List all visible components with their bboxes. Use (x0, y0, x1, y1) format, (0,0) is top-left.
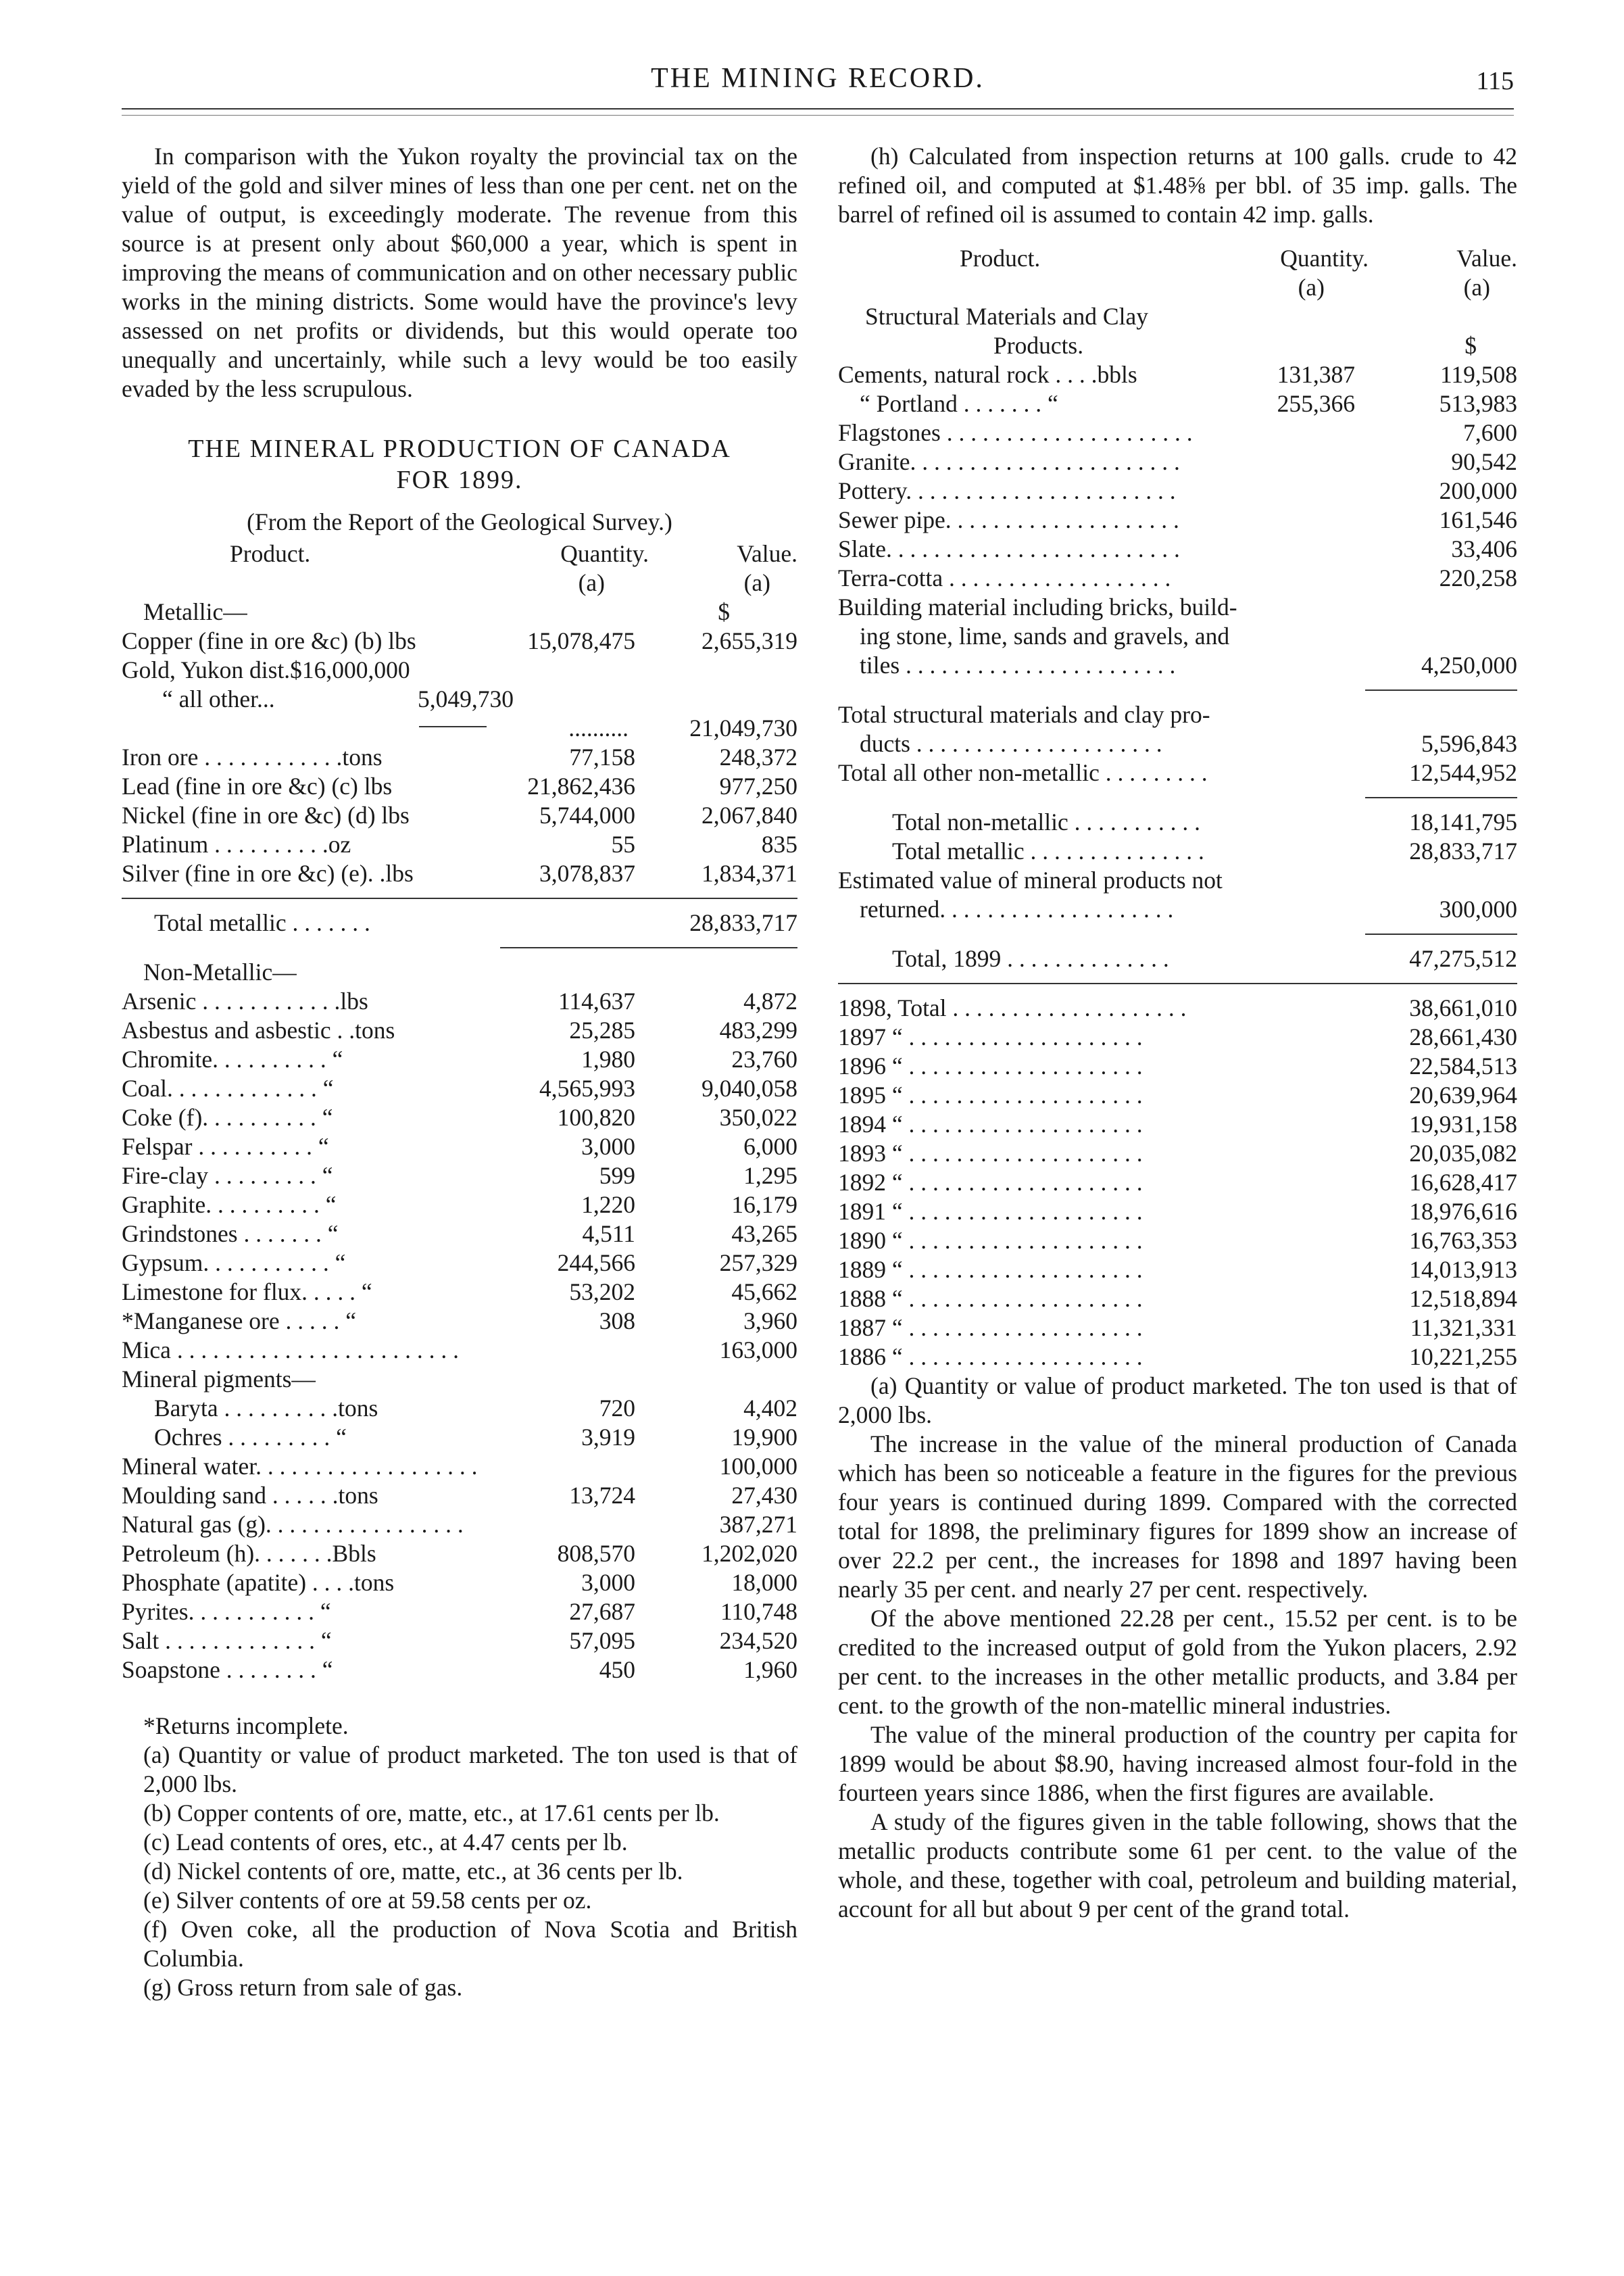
row-quantity: 27,687 (569, 1598, 635, 1625)
table-row (122, 1074, 797, 1103)
journal-title: THE MINING RECORD. (651, 63, 985, 94)
production-table-right (838, 244, 1517, 1372)
row-value: 43,265 (731, 1220, 797, 1247)
row-value: 27,430 (731, 1482, 797, 1509)
table-row (122, 1190, 797, 1219)
row-label: Fire-clay . . . . . . . . . “ (122, 1162, 333, 1189)
table-row (838, 1139, 1517, 1168)
table-row (838, 1226, 1517, 1255)
row-value: 14,013,913 (1409, 1256, 1517, 1283)
row-label: 1898, Total . . . . . . . . . . . . . . . . . . . . (838, 994, 1187, 1021)
row-value: 7,600 (1463, 419, 1517, 446)
row-value: 200,000 (1439, 477, 1517, 504)
nonmetallic-rows (122, 987, 797, 1685)
table-header: Product. Quantity. Value. (960, 245, 1517, 272)
row-label: 1886 “ . . . . . . . . . . . . . . . . . . . . (838, 1343, 1143, 1370)
row-label: 1897 “ . . . . . . . . . . . . . . . . . . . . (838, 1023, 1143, 1050)
table-row (122, 1539, 797, 1568)
footnote: (a) Quantity or value of product marketed. The ton used is that of 2,000 lbs. (143, 1741, 797, 1797)
row-value: 161,546 (1439, 506, 1517, 533)
row-label: 1893 “ . . . . . . . . . . . . . . . . . . . . (838, 1140, 1143, 1167)
footnote: (c) Lead contents of ores, etc., at 4.47 cents per lb. (143, 1829, 628, 1856)
row-value: 19,931,158 (1409, 1111, 1517, 1138)
divider (122, 898, 797, 899)
row-quantity: 1,220 (581, 1191, 635, 1218)
row-value: 16,628,417 (1409, 1169, 1517, 1196)
table-row (122, 1016, 797, 1045)
table-row (838, 1197, 1517, 1226)
row-value: 16,179 (731, 1191, 797, 1218)
yearly-totals (838, 994, 1517, 1372)
row-label: 1889 “ . . . . . . . . . . . . . . . . . . . . (838, 1256, 1143, 1283)
row-label: Asbestus and asbestic . .tons (122, 1017, 395, 1044)
divider (838, 983, 1517, 984)
table-row (838, 1023, 1517, 1052)
table-header-units: (a) (a) (1298, 274, 1490, 301)
table-row (122, 1655, 797, 1685)
table-row (122, 1045, 797, 1074)
table-row: ducts . . . . . . . . . . . . . . . . . . . . . 5,596,843 (860, 730, 1517, 757)
row-label: Terra-cotta . . . . . . . . . . . . . . . . . . . (838, 564, 1171, 591)
row-value: 11,321,331 (1410, 1314, 1517, 1341)
row-quantity: 114,637 (558, 988, 635, 1015)
row-label: Ochres . . . . . . . . . “ (154, 1424, 347, 1451)
row-value: 12,518,894 (1409, 1285, 1517, 1312)
row-value: 18,976,616 (1409, 1198, 1517, 1225)
row-label: Chromite. . . . . . . . . . “ (122, 1046, 343, 1073)
row-label: 1895 “ . . . . . . . . . . . . . . . . . . . . (838, 1082, 1143, 1109)
table-row (122, 1423, 797, 1452)
table-row (122, 1307, 797, 1336)
row-value: 110,748 (720, 1598, 797, 1625)
row-value: 16,763,353 (1409, 1227, 1517, 1254)
row-quantity: 450 (599, 1656, 635, 1683)
row-label: Felspar . . . . . . . . . . “ (122, 1133, 329, 1160)
row-value: 90,542 (1451, 448, 1517, 475)
row-label: Baryta . . . . . . . . . .tons (154, 1395, 378, 1422)
row-value: 1,295 (743, 1162, 797, 1189)
table-row (122, 1510, 797, 1539)
structural-rows (838, 418, 1517, 593)
row-label: Mineral pigments— (122, 1365, 316, 1393)
table-row: tiles . . . . . . . . . . . . . . . . . . . . . . . 4,250,000 (860, 652, 1517, 679)
row-quantity: 100,820 (557, 1104, 635, 1131)
row-quantity: 1,980 (581, 1046, 635, 1073)
table-row: Building material including bricks, build- (838, 594, 1237, 621)
row-value: 20,035,082 (1409, 1140, 1517, 1167)
divider (1365, 797, 1517, 798)
table-row (122, 1568, 797, 1597)
row-quantity: 25,285 (569, 1017, 635, 1044)
row-quantity: 308 (599, 1307, 635, 1334)
table-row (838, 1342, 1517, 1372)
table-row: Total metallic . . . . . . . . . . . . . . . 28,833,717 (892, 838, 1517, 865)
row-label: Gypsum. . . . . . . . . . . “ (122, 1249, 346, 1276)
table-row (838, 1313, 1517, 1342)
row-value: 38,661,010 (1409, 994, 1517, 1021)
table-row: Cements, natural rock . . . .bbls 131,387 119,508 (838, 361, 1517, 388)
row-label: 1894 “ . . . . . . . . . . . . . . . . . . . . (838, 1111, 1143, 1138)
footnote-a: (a) Quantity or value of product marketed. The ton used is that of 2,000 lbs. (838, 1372, 1517, 1428)
grand-total-row: Total, 1899 . . . . . . . . . . . . . . 47,275,512 (892, 945, 1517, 972)
row-label: Graphite. . . . . . . . . . “ (122, 1191, 337, 1218)
row-label: Salt . . . . . . . . . . . . . “ (122, 1627, 332, 1654)
row-label: Pottery. . . . . . . . . . . . . . . . . . . . . . . (838, 477, 1176, 504)
row-label: Flagstones . . . . . . . . . . . . . . . . . . . . . (838, 419, 1193, 446)
row-value: 33,406 (1451, 535, 1517, 562)
divider (500, 947, 797, 948)
row-value: 257,329 (719, 1249, 797, 1276)
table-row (122, 1278, 797, 1307)
row-label: Phosphate (apatite) . . . .tons (122, 1569, 395, 1596)
row-value: 20,639,964 (1409, 1082, 1517, 1109)
row-quantity: 808,570 (557, 1540, 635, 1567)
table-row (122, 1132, 797, 1161)
table-row: returned. . . . . . . . . . . . . . . . . . . . 300,000 (860, 896, 1517, 923)
row-value: 10,221,255 (1409, 1343, 1517, 1370)
row-value: 1,960 (743, 1656, 797, 1683)
row-quantity: 4,565,993 (539, 1075, 635, 1102)
row-value: 387,271 (719, 1511, 797, 1538)
divider (1365, 934, 1517, 935)
section-label: Products. $ (993, 332, 1477, 359)
row-quantity: 3,919 (581, 1424, 635, 1451)
header-rule-thin (122, 115, 1514, 116)
row-value: 18,000 (731, 1569, 797, 1596)
row-value: 28,661,430 (1409, 1023, 1517, 1050)
table-row (838, 1110, 1517, 1139)
row-label: 1888 “ . . . . . . . . . . . . . . . . . . . . (838, 1285, 1143, 1312)
row-quantity: 3,000 (581, 1569, 635, 1596)
table-row (122, 1597, 797, 1626)
header-rule (122, 108, 1514, 110)
table-row (122, 1452, 797, 1481)
row-label: Arsenic . . . . . . . . . . . .lbs (122, 988, 368, 1015)
section-label: Structural Materials and Clay (865, 303, 1148, 330)
table-row: .......... 21,049,730 (122, 714, 797, 743)
row-label: Natural gas (g). . . . . . . . . . . . . . . . . (122, 1511, 464, 1538)
table-row: Total non-metallic . . . . . . . . . . . 18,141,795 (892, 808, 1517, 836)
table-row: Total structural materials and clay pro- (838, 701, 1210, 728)
row-value: 100,000 (719, 1453, 797, 1480)
table-row (838, 1052, 1517, 1081)
row-label: Limestone for flux. . . . . “ (122, 1278, 372, 1305)
row-label: Mineral water. . . . . . . . . . . . . . . . . . . (122, 1453, 478, 1480)
row-label: Petroleum (h). . . . . . .Bbls (122, 1540, 376, 1567)
table-row (122, 1481, 797, 1510)
row-label: 1887 “ . . . . . . . . . . . . . . . . . . . . (838, 1314, 1143, 1341)
row-label: Slate. . . . . . . . . . . . . . . . . . . . . . . . . (838, 535, 1180, 562)
total-metallic-row: Total metallic . . . . . . . 28,833,717 (154, 909, 797, 936)
table-row: Platinum . . . . . . . . . .oz 55 835 (122, 831, 797, 858)
table-row (122, 1394, 797, 1423)
footnote: (d) Nickel contents of ore, matte, etc., at 36 cents per lb. (143, 1858, 683, 1885)
table-row (122, 1219, 797, 1249)
table-row: Iron ore . . . . . . . . . . . .tons 77,158 248,372 (122, 744, 797, 771)
row-label: Soapstone . . . . . . . . “ (122, 1656, 333, 1683)
row-label: 1891 “ . . . . . . . . . . . . . . . . . . . . (838, 1198, 1143, 1225)
paragraph: The value of the mineral production of the country per capita for 1899 would be about $8.90, having increased almost four-fold in the fourteen years since 1886, when the first figures are available. (838, 1721, 1517, 1806)
row-value: 23,760 (731, 1046, 797, 1073)
table-row (838, 1255, 1517, 1284)
row-quantity: 13,724 (569, 1482, 635, 1509)
source-line: (From the Report of the Geological Survey.) (247, 508, 672, 535)
paragraph: Of the above mentioned 22.28 per cent., 15.52 per cent. is to be credited to the increased output of gold from the Yukon placers, 2.92 per cent. to the increases in the other metallic products, and 3.84 per cent. to the growth of the non-matellic mineral industries. (838, 1605, 1517, 1719)
row-label: Mica . . . . . . . . . . . . . . . . . . . . . . . . (122, 1336, 459, 1363)
row-value: 220,258 (1439, 564, 1517, 591)
footnote: (e) Silver contents of ore at 59.58 cents per oz. (143, 1887, 592, 1914)
table-row (122, 1103, 797, 1132)
table-row: Nickel (fine in ore &c) (d) lbs 5,744,000 2,067,840 (122, 802, 797, 829)
table-row: ing stone, lime, sands and gravels, and (860, 623, 1230, 650)
row-label: Granite. . . . . . . . . . . . . . . . . . . . . . . (838, 448, 1180, 475)
table-row (122, 1626, 797, 1655)
table-row: Estimated value of mineral products not (838, 867, 1223, 894)
table-row (122, 1336, 797, 1365)
row-value: 4,402 (743, 1395, 797, 1422)
section-label: Metallic— $ (143, 598, 730, 625)
row-label: 1890 “ . . . . . . . . . . . . . . . . . . . . (838, 1227, 1143, 1254)
right-column (838, 142, 1517, 1924)
table-row (838, 994, 1517, 1023)
table-row (122, 1365, 797, 1394)
row-value: 4,872 (743, 988, 797, 1015)
table-row (838, 1284, 1517, 1313)
table-row (122, 1161, 797, 1190)
table-row (838, 477, 1517, 506)
row-value: 234,520 (719, 1627, 797, 1654)
row-label: Pyrites. . . . . . . . . . . “ (122, 1598, 331, 1625)
row-label: 1892 “ . . . . . . . . . . . . . . . . . . . . (838, 1169, 1143, 1196)
row-value: 19,900 (731, 1424, 797, 1451)
footnote: *Returns incomplete. (143, 1712, 349, 1739)
table-row (838, 1081, 1517, 1110)
row-quantity: 720 (599, 1395, 635, 1422)
row-label: Moulding sand . . . . . .tons (122, 1482, 378, 1509)
table-row (838, 418, 1517, 447)
divider (1365, 689, 1517, 691)
row-value: 350,022 (719, 1104, 797, 1131)
table-header: Product. Quantity. Value. (230, 540, 797, 567)
table-row (838, 1168, 1517, 1197)
row-label: 1896 “ . . . . . . . . . . . . . . . . . . . . (838, 1052, 1143, 1080)
footnote: (b) Copper contents of ore, matte, etc., at 17.61 cents per lb. (143, 1799, 720, 1826)
row-quantity: 599 (599, 1162, 635, 1189)
table-row: Total all other non-metallic . . . . . . . . . 12,544,952 (838, 759, 1517, 786)
intro-paragraph: In comparison with the Yukon royalty the provincial tax on the yield of the gold and silver mines of less than one per cent. net on the value of output, is exceedingly moderate. The revenue from this source is at present only about $60,000 a year, which is spent in improving the means of communication and on other necessary public works in the mining districts. Some would have the province's levy assessed on net profits or dividends, but this would operate too unequally and uncertainly, while such a levy would be too easily evaded by the less scrupulous. (122, 143, 797, 402)
table-row (838, 564, 1517, 593)
table-row: Lead (fine in ore &c) (c) lbs 21,862,436 977,250 (122, 773, 797, 800)
page-number: 115 (1476, 67, 1514, 95)
row-value: 9,040,058 (702, 1075, 797, 1102)
table-row (122, 1249, 797, 1278)
row-value: 6,000 (743, 1133, 797, 1160)
row-value: 45,662 (731, 1278, 797, 1305)
footnote: (g) Gross return from sale of gas. (143, 1974, 463, 2001)
row-value: 22,584,513 (1409, 1052, 1517, 1080)
row-quantity: 57,095 (569, 1627, 635, 1654)
left-column (122, 142, 797, 2002)
row-label: Grindstones . . . . . . . “ (122, 1220, 339, 1247)
row-label: *Manganese ore . . . . . “ (122, 1307, 356, 1334)
footnote: (f) Oven coke, all the production of Nova Scotia and British Columbia. (143, 1916, 797, 1972)
row-label: Sewer pipe. . . . . . . . . . . . . . . . . . . . (838, 506, 1179, 533)
paragraph: The increase in the value of the mineral production of Canada which has been so noticeable a feature in the figures for the previous four years is continued during 1899. Compared with the corrected total for 1898, the preliminary figures for 1899 show an increase of over 22.2 per cent., the increases for 1898 and 1897 having been nearly 35 per cent. and nearly 27 per cent. respectively. (838, 1430, 1517, 1603)
table-header-units: (a) (a) (578, 569, 770, 596)
row-quantity: 3,000 (581, 1133, 635, 1160)
row-value: 483,299 (719, 1017, 797, 1044)
table-row: Gold, Yukon dist.$16,000,000 (122, 656, 410, 683)
row-label: Coke (f). . . . . . . . . . “ (122, 1104, 333, 1131)
article-heading: THE MINERAL PRODUCTION OF CANADA FOR 1899. (188, 435, 731, 494)
section-label: Non-Metallic— (143, 959, 297, 986)
running-header (122, 62, 1514, 110)
footnote-h: (h) Calculated from inspection returns at 100 galls. crude to 42 refined oil, and computed at $1.48⅝ per bbl. of 35 imp. galls. The barrel of refined oil is assumed to contain 42 imp. galls. (838, 143, 1517, 228)
table-row: “ all other... 5,049,730 (162, 685, 514, 712)
table-row: Silver (fine in ore &c) (e). .lbs 3,078,837 1,834,371 (122, 860, 797, 887)
footnotes (122, 1712, 797, 2002)
row-value: 1,202,020 (702, 1540, 797, 1567)
row-quantity: 4,511 (582, 1220, 635, 1247)
table-row (838, 535, 1517, 564)
table-row (838, 506, 1517, 535)
row-value: 3,960 (743, 1307, 797, 1334)
table-row (122, 987, 797, 1016)
row-value: 163,000 (719, 1336, 797, 1363)
row-quantity: 53,202 (569, 1278, 635, 1305)
production-table-left (122, 539, 797, 1685)
table-row: “ Portland . . . . . . . “ 255,366 513,983 (860, 390, 1517, 417)
table-row (838, 447, 1517, 477)
paragraph: A study of the figures given in the table following, shows that the metallic products contribute some 61 per cent. to the value of the whole, and these, together with coal, petroleum and building material, account for all but about 9 per cent of the grand total. (838, 1808, 1517, 1922)
table-row: Copper (fine in ore &c) (b) lbs 15,078,475 2,655,319 (122, 627, 797, 654)
row-quantity: 244,566 (557, 1249, 635, 1276)
row-label: Coal. . . . . . . . . . . . . “ (122, 1075, 334, 1102)
